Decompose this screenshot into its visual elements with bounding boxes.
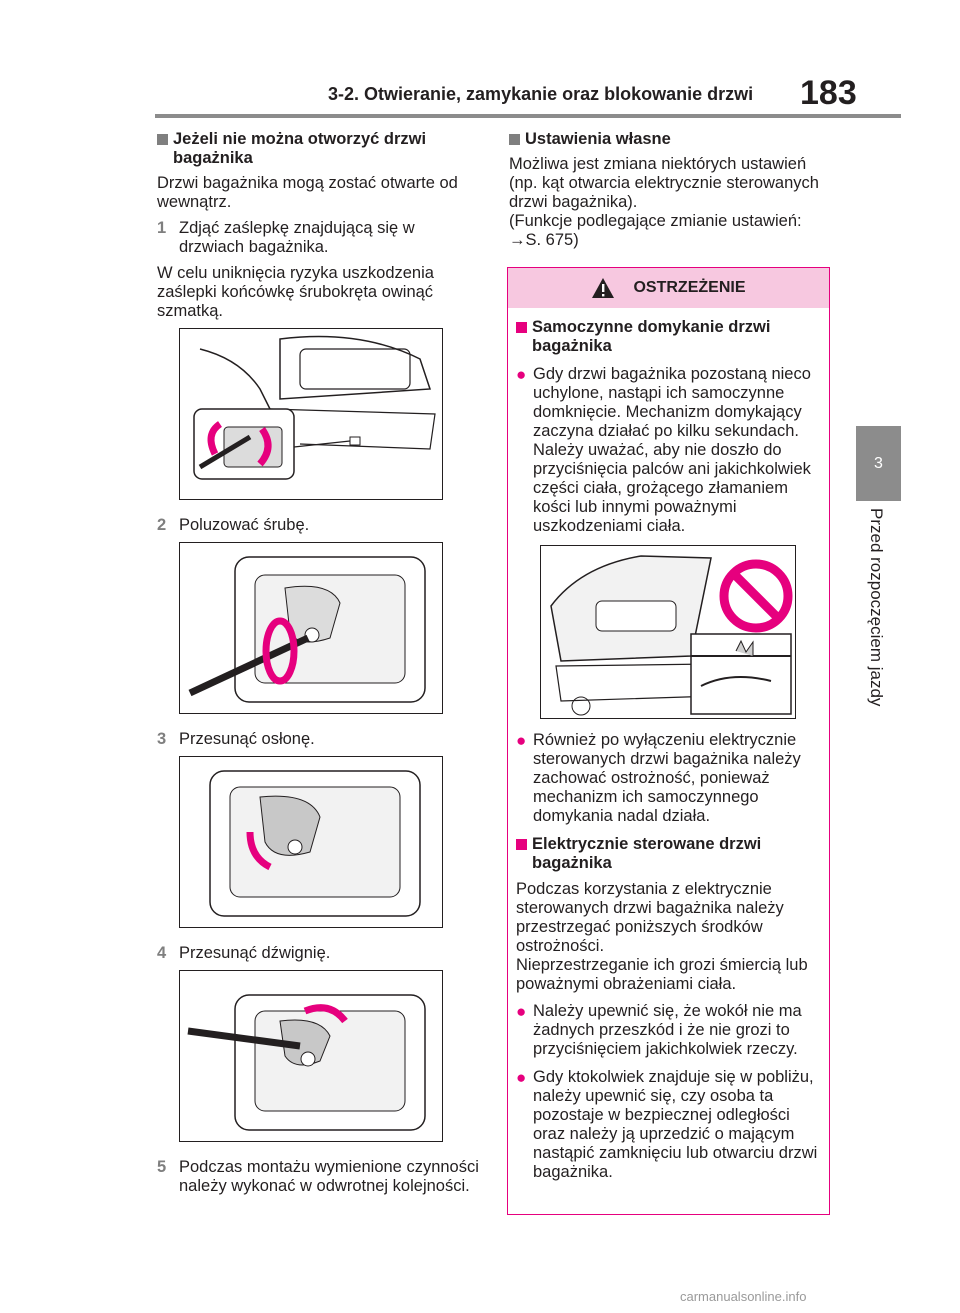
- right-column: [509, 130, 831, 257]
- warning-triangle-icon: [591, 277, 615, 299]
- warning-bullet-1: ● Gdy drzwi bagażnika pozostaną nieco uchylone, nastąpi ich samoczynne domknięcie. Mechanizm domykający zaczyna działać po kilku sekundach. Należy uważać, aby nie doszło do przyciśnięcia palców ani jakichkolwiek części ciała, grożącego złamaniem kości lub innymi poważnymi uszkodzeniami ciała.: [516, 365, 811, 535]
- chapter-label-box: [866, 508, 892, 738]
- warning-bullet-4: ● Gdy ktokolwiek znajduje się w pobliżu, należy upewnić się, czy osoba ta pozostaje w bezpiecznej odległości oraz należy ją uprzedzić o mającym nastąpić zamknięciu lub otwarciu drzwi bagażnika.: [516, 1068, 818, 1181]
- figure-remove-cover: [179, 328, 443, 500]
- note-text: W celu uniknięcia ryzyka uszkodzenia zaślepki końcówkę śrubokręta owinąć szmatką.: [157, 264, 434, 320]
- custom-settings-text: Możliwa jest zmiana niektórych ustawień (np. kąt otwarcia elektrycznie sterowanych drzwi bagażnika).: [509, 155, 819, 211]
- warning-bullet-3: ● Należy upewnić się, że wokół nie ma żadnych przeszkód i że nie grozi to przyciśnięciem jakichkolwiek rzeczy.: [516, 1002, 802, 1058]
- pink-square-bullet-icon: [516, 839, 527, 850]
- header-rule: [155, 114, 901, 118]
- watermark: carmanualsonline.info: [680, 1289, 807, 1304]
- step-1: 1 Zdjąć zaślepkę znajdującą się w drzwiach bagażnika.: [157, 219, 415, 256]
- section-title: 3-2. Otwieranie, zamykanie oraz blokowanie drzwi: [328, 84, 754, 104]
- warning-heading-autoclose: Samoczynne domykanie drzwi bagażnika: [516, 318, 822, 356]
- figure-loosen-screw: [179, 542, 443, 714]
- warning-para-1: Podczas korzystania z elektrycznie sterowanych drzwi bagażnika należy przestrzegać poniższych środków ostrożności.: [516, 880, 784, 955]
- figure-slide-lever: [179, 970, 443, 1142]
- step-3: 3 Przesunąć osłonę.: [157, 730, 315, 748]
- warning-title: OSTRZEŻENIE: [633, 279, 746, 296]
- custom-settings-ref: (Funkcje podlegające zmianie ustawień: →S. 675): [509, 212, 802, 249]
- warning-box: [507, 267, 830, 1215]
- step-2: 2 Poluzować śrubę.: [157, 516, 310, 534]
- warning-para-2: Nieprzestrzeganie ich grozi śmiercią lub poważnymi obrażeniami ciała.: [516, 956, 808, 993]
- warning-header: [508, 268, 829, 308]
- pink-dot-icon: ●: [516, 1002, 527, 1021]
- figure-prohibited-pinch: [540, 545, 796, 719]
- left-column: [157, 130, 483, 1203]
- pink-square-bullet-icon: [516, 322, 527, 333]
- page-number: 183: [800, 74, 857, 112]
- pink-dot-icon: ●: [516, 1068, 527, 1087]
- warning-heading-power-door: Elektrycznie sterowane drzwi bagażnika: [516, 835, 822, 873]
- figure-slide-cover: [179, 756, 443, 928]
- warning-bullet-2: ● Również po wyłączeniu elektrycznie sterowanych drzwi bagażnika należy zachować ostrożność, ponieważ mechanizm ich samoczynnego domykania nadal działa.: [516, 731, 801, 825]
- heading-custom-settings: Ustawienia własne: [509, 130, 831, 149]
- step-4: 4 Przesunąć dźwignię.: [157, 944, 331, 962]
- square-bullet-icon: [157, 134, 168, 145]
- intro-text: Drzwi bagażnika mogą zostać otwarte od wewnątrz.: [157, 174, 458, 211]
- pink-dot-icon: ●: [516, 731, 527, 750]
- chapter-label: Przed rozpoczęciem jazdy: [867, 508, 886, 707]
- step-5: 5 Podczas montażu wymienione czynności należy wykonać w odwrotnej kolejności.: [157, 1158, 479, 1195]
- heading-trunk-wont-open: Jeżeli nie można otworzyć drzwi bagażnika: [157, 130, 483, 168]
- pink-dot-icon: ●: [516, 365, 527, 384]
- chapter-tab[interactable]: 3: [856, 426, 901, 501]
- square-bullet-icon: [509, 134, 520, 145]
